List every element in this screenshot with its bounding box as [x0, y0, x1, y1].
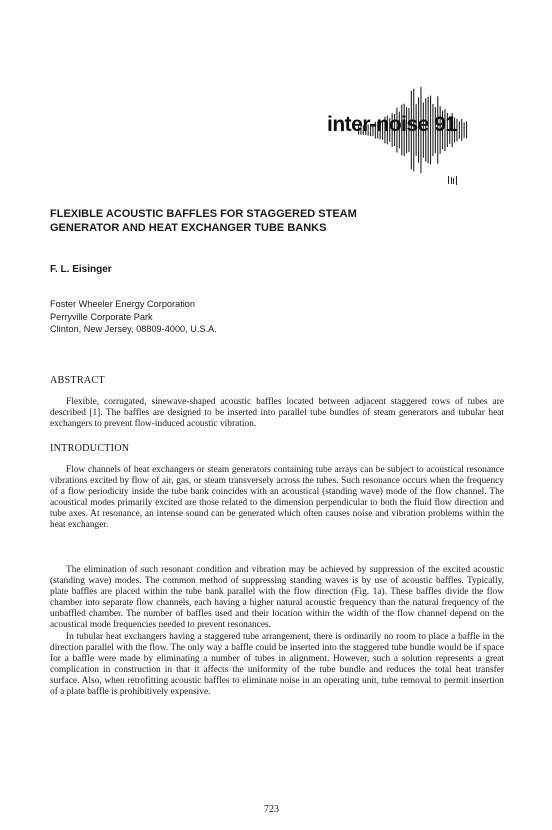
paper-title	[50, 207, 470, 235]
title-line-2: GENERATOR AND HEAT EXCHANGER TUBE BANKS	[50, 222, 327, 234]
intro-paragraph-1: Flow channels of heat exchangers or steam generators containing tube arrays can be subject to acoustical resonance vibrations excited by flow of air, gas, or steam transversely across the tubes. Such resonance occurs when the frequency of a flow periodicity inside the tube bank coincides with an acoustical (standing wave) mode of the flow channel. The acoustical modes primarily excited are those related to the dimension perpendicular to both the fluid flow direction and tube axes. At resonance, an intense sound can be generated which often causes noise and vibration problems within the heat exchanger.	[50, 465, 504, 531]
page-number: 723	[264, 804, 279, 815]
title-line-1: FLEXIBLE ACOUSTIC BAFFLES FOR STAGGERED STEAM	[50, 208, 357, 220]
author-name: F. L. Eisinger	[50, 264, 112, 275]
abstract-text: Flexible, corrugated, sinewave-shaped acoustic baffles located between adjacent staggered rows of tubes are described [1]. The baffles are designed to be inserted into parallel tube bundles of steam generators and tubular heat exchangers to prevent flow-induced acoustic vibration.	[50, 397, 504, 430]
introduction-heading: INTRODUCTION	[50, 443, 130, 454]
intro-paragraph-2: The elimination of such resonant condition and vibration may be achieved by suppression of the excited acoustic (standing wave) modes. The common method of suppressing standing waves is by use of acoustic baffles. Typically, plate baffles are placed within the tube bank parallel with the flow direction (Fig. 1a). These baffles divide the flow chamber into separate flow channels, each having a higher natural acoustic frequency than the natural frequency of the unbaffled chamber. The number of baffles used and their location within the width of the flow channel depend on the acoustical mode frequencies needed to prevent resonances.	[50, 565, 504, 631]
intro-paragraph-3: In tubular heat exchangers having a staggered tube arrangement, there is ordinarily no room to place a baffle in the direction parallel with the flow. The only way a baffle could be inserted into the staggered tube bundle would be if space for a baffle were made by eliminating a number of tubes in alignment. However, such a solution represents a great complication in construction in that it affects the uniformity of the tube bundle and reduces the total heat transfer surface. Also, when retrofitting acoustic baffles to eliminate noise in an operating unit, tube removal to permit insertion of a plate baffle is prohibitively expensive.	[50, 632, 504, 698]
abstract-heading: ABSTRACT	[50, 375, 105, 386]
affiliation-line-2: Perryville Corporate Park	[50, 311, 153, 322]
author-affiliation	[50, 298, 217, 336]
affiliation-line-1: Foster Wheeler Energy Corporation	[50, 299, 196, 309]
affiliation-line-3: Clinton, New Jersey, 08809-4000, U.S.A.	[50, 324, 217, 334]
logo-text: inter-noise 91	[327, 113, 457, 136]
